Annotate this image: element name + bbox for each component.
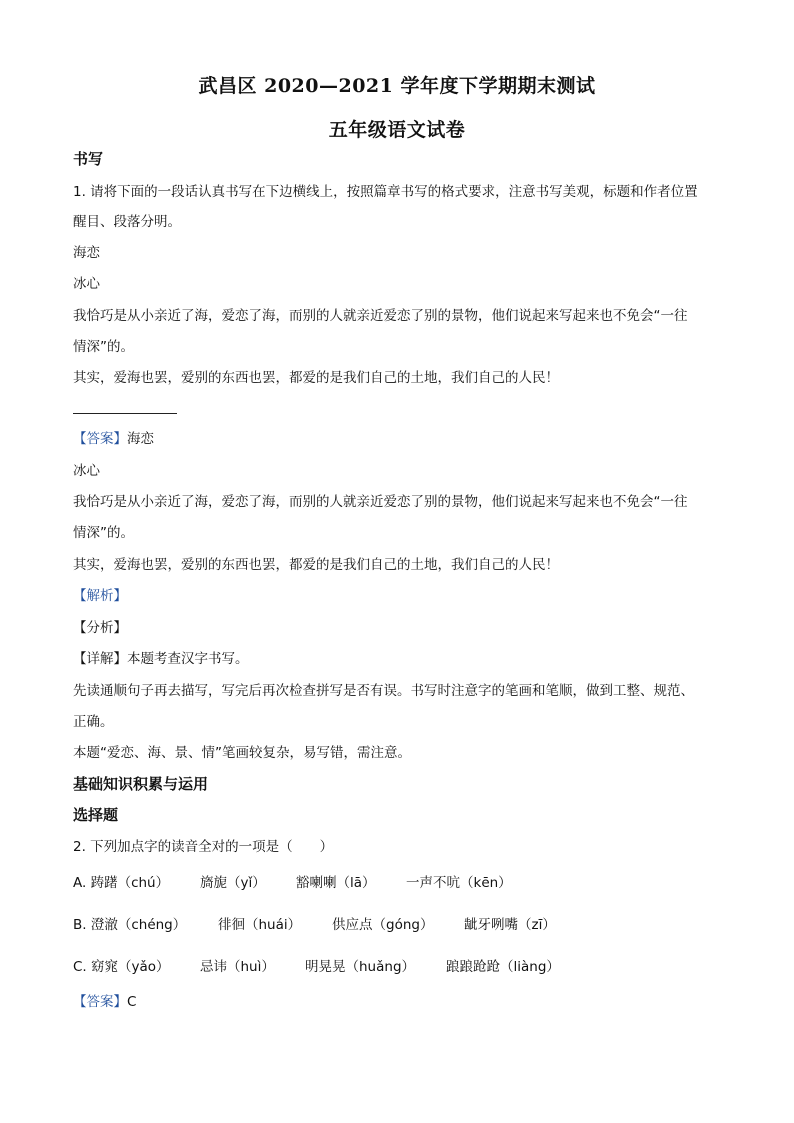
option-a [73,874,512,892]
option-a-item-3: 豁喇喇（lā） [296,875,376,891]
option-a-item-4: 一声不吭（kēn） [406,875,512,891]
option-b-item-2: 徘徊（huái） [218,917,302,933]
section-heading-basics: 基础知识积累与运用 [73,775,209,793]
detail-line [73,650,249,668]
writing-answer-line [73,413,177,414]
answer-1-title: 海恋 [127,431,154,447]
passage-author: 冰心 [73,276,100,292]
option-b-item-1: B. 澄澈（chéng） [73,917,187,933]
option-c-item-4: 踉踉跄跄（liàng） [446,959,560,975]
option-c-item-3: 明晃晃（huǎng） [305,959,416,975]
analysis-tag: 【解析】 [73,588,127,604]
section-heading-writing: 书写 [73,150,104,168]
option-c-item-1: C. 窈窕（yǎo） [73,959,170,975]
option-b-item-4: 龇牙咧嘴（zī） [464,917,556,933]
option-a-item-1: A. 踌躇（chú） [73,875,170,891]
answer-tag: 【答案】 [73,431,127,447]
answer-1-author: 冰心 [73,463,100,479]
question-2: 2. 下列加点字的读音全对的一项是（ ） [73,839,334,855]
answer-1-paragraph-1-line-1: 我恰巧是从小亲近了海，爱恋了海，而别的人就亲近爱恋了别的景物，他们说起来写起来也不免会“一往 [73,494,688,510]
option-b-item-3: 供应点（góng） [332,917,434,933]
option-b [73,916,556,934]
passage-paragraph-1-line-2: 情深”的。 [73,339,134,355]
passage-paragraph-2: 其实，爱海也罢，爱别的东西也罢，都爱的是我们自己的土地，我们自己的人民！ [73,370,559,386]
section-subheading-choice: 选择题 [73,806,119,824]
option-c [73,958,560,976]
detail-explanation-line-1: 先读通顺句子再去描写，写完后再次检查拼写是否有误。书写时注意字的笔画和笔顺，做到工整、规范、 [73,683,694,699]
detail-text: 本题考查汉字书写。 [127,651,249,667]
detail-tag: 【详解】 [73,651,127,667]
answer-1-paragraph-2: 其实，爱海也罢，爱别的东西也罢，都爱的是我们自己的土地，我们自己的人民！ [73,557,559,573]
detail-explanation-line-3: 本题“爱恋、海、景、情”笔画较复杂，易写错，需注意。 [73,745,411,761]
option-a-item-2: 旖旎（yǐ） [200,875,266,891]
answer-1-paragraph-1-line-2: 情深”的。 [73,525,134,541]
passage-title: 海恋 [73,245,100,261]
exam-subtitle: 五年级语文试卷 [328,119,466,141]
question-1-line-1: 1. 请将下面的一段话认真书写在下边横线上，按照篇章书写的格式要求，注意书写美观，标题和作者位置 [73,184,698,200]
answer-2-line [73,993,136,1011]
option-c-item-2: 忌讳（huì） [200,959,275,975]
passage-paragraph-1-line-1: 我恰巧是从小亲近了海，爱恋了海，而别的人就亲近爱恋了别的景物，他们说起来写起来也不免会“一往 [73,308,688,324]
answer-2-value: C [127,994,137,1010]
detail-explanation-line-2: 正确。 [73,714,114,730]
answer-1-title-line [73,430,154,448]
question-1-line-2: 醒目、段落分明。 [73,214,181,230]
answer-2-tag: 【答案】 [73,994,127,1010]
exam-title: 武昌区 2020—2021 学年度下学期期末测试 [198,75,596,97]
fenxi-tag: 【分析】 [73,620,127,636]
